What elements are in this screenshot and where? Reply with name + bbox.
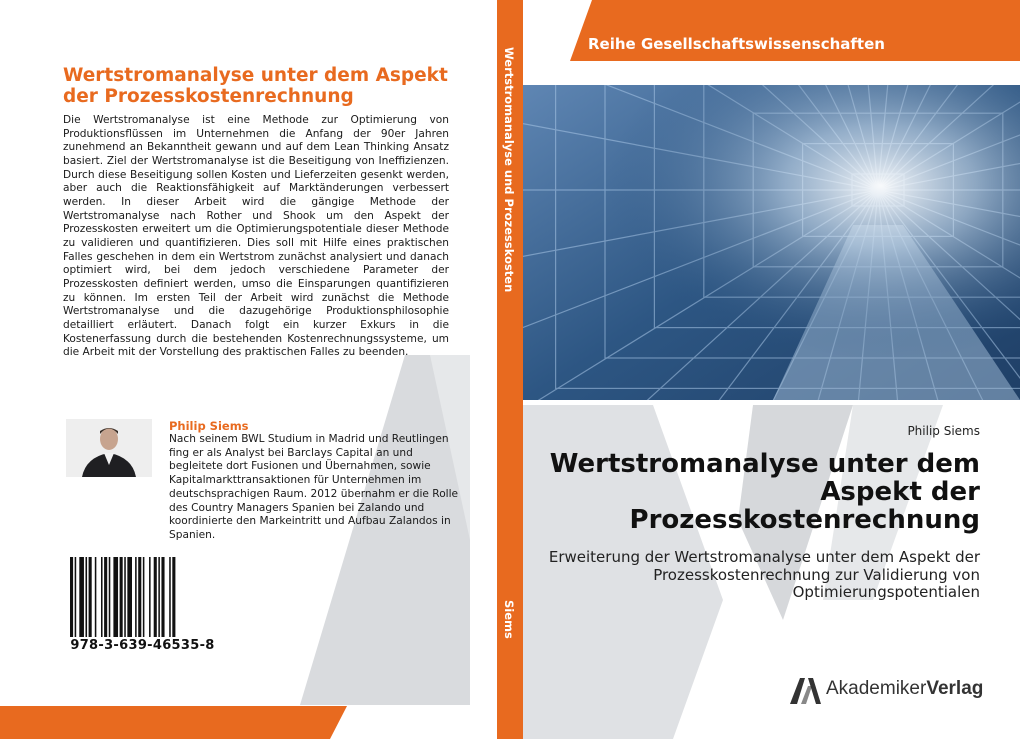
front-subtitle: Erweiterung der Wertstromanalyse unter dem Aspekt der Prozesskostenrechnung zur Validierung von Optimierungspotentialen <box>548 548 980 601</box>
author-bio: Nach seinem BWL Studium in Madrid und Reutlingen fing er als Analyst bei Barclays Capital an und begleitete dort Fusionen und Übernahmen, sowie Kapitalmarkttransaktionen für Unternehmen im deutschsprachigen Raum. 2012 übernahm er die Rolle des Country Managers Spanien bei Zalando und koordinierte den Markeintritt und Aufbau Zalandos in Spanien. <box>169 433 459 541</box>
barcode-bar <box>104 557 107 637</box>
isbn-barcode <box>70 557 210 637</box>
publisher-name-prefix: Akademiker <box>826 678 927 699</box>
front-author: Philip Siems <box>907 424 980 438</box>
back-orange-stripe <box>0 706 347 739</box>
spine-title: Wertstromanalyse und Prozesskosten <box>502 47 516 293</box>
front-title: Wertstromanalyse unter dem Aspekt der Prozesskostenrechnung <box>549 449 980 535</box>
barcode-bar <box>158 557 160 637</box>
spine-author: Siems <box>502 600 516 639</box>
barcode-bar <box>135 557 137 637</box>
author-portrait <box>66 419 152 477</box>
barcode-bar <box>127 557 132 637</box>
barcode-bar <box>124 557 126 637</box>
publisher-name-suffix: Verlag <box>926 678 984 699</box>
publisher-name <box>826 678 983 700</box>
barcode-bar <box>79 557 84 637</box>
barcode-bar <box>86 557 88 637</box>
barcode-bar <box>120 557 123 637</box>
isbn-number: 978-3-639-46535-8 <box>70 638 215 653</box>
barcode-bar <box>101 557 103 637</box>
barcode-bar <box>89 557 92 637</box>
back-cover-title: Wertstromanalyse unter dem Aspekt der Prozesskostenrechnung <box>63 65 448 107</box>
barcode-bar <box>95 557 97 637</box>
barcode-bar <box>70 557 73 637</box>
akademikerverlag-av-logo <box>790 678 822 704</box>
author-name: Philip Siems <box>169 419 249 433</box>
barcode-bar <box>149 557 151 637</box>
barcode-bar <box>172 557 175 637</box>
back-cover-blurb: Die Wertstromanalyse ist eine Methode zur Optimierung von Produktionsflüssen im Unternehmen die Anfang der 90er Jahren zunehmend an Bekanntheit gewann und auf dem Lean Thinking Ansatz basiert. Ziel der Wertstromanalyse ist die Beseitigung von Ineffizienzen. Durch diese Beseitigung sollen Kosten und Lieferzeiten gesenkt werden, aber auch die Reaktionsfähigkeit auf Marktänderungen verbessert werden. In dieser Arbeit wird die gängige Methode der Wertstromanalyse nach Rother und Shook um den Aspekt der Prozesskosten erweitert um die Optimierungspotentiale dieser Methode zu validieren und quantifizieren. Dies soll mit Hilfe eines praktischen Falles geschehen in dem ein Wertstrom zunächst analysiert und danach optimiert wird, bei dem jedoch verschiedene Parameter der Prozesskosten definiert werden, umso die Einsparungen quantifizieren zu können. Im ersten Teil der Arbeit wird zunächst die Methode Wertstromanalyse und die dazugehörige Produktionsphilosophie detailliert erläutert. Danach folgt ein kurzer Exkurs in die Kostenerfassung durch die bestehenden Kostenrechnungssysteme, um die Arbeit mit der Vorstellung des praktischen Falles zu beenden. <box>63 114 449 359</box>
barcode-bar <box>109 557 111 637</box>
barcode-bar <box>161 557 164 637</box>
barcode-bar <box>143 557 145 637</box>
series-label: Reihe Gesellschaftswissenschaften <box>588 35 885 53</box>
barcode-bar <box>154 557 157 637</box>
barcode-bar <box>75 557 77 637</box>
barcode-bar <box>169 557 171 637</box>
warehouse-photo <box>523 85 1020 400</box>
barcode-bar <box>113 557 118 637</box>
barcode-bar <box>138 557 141 637</box>
